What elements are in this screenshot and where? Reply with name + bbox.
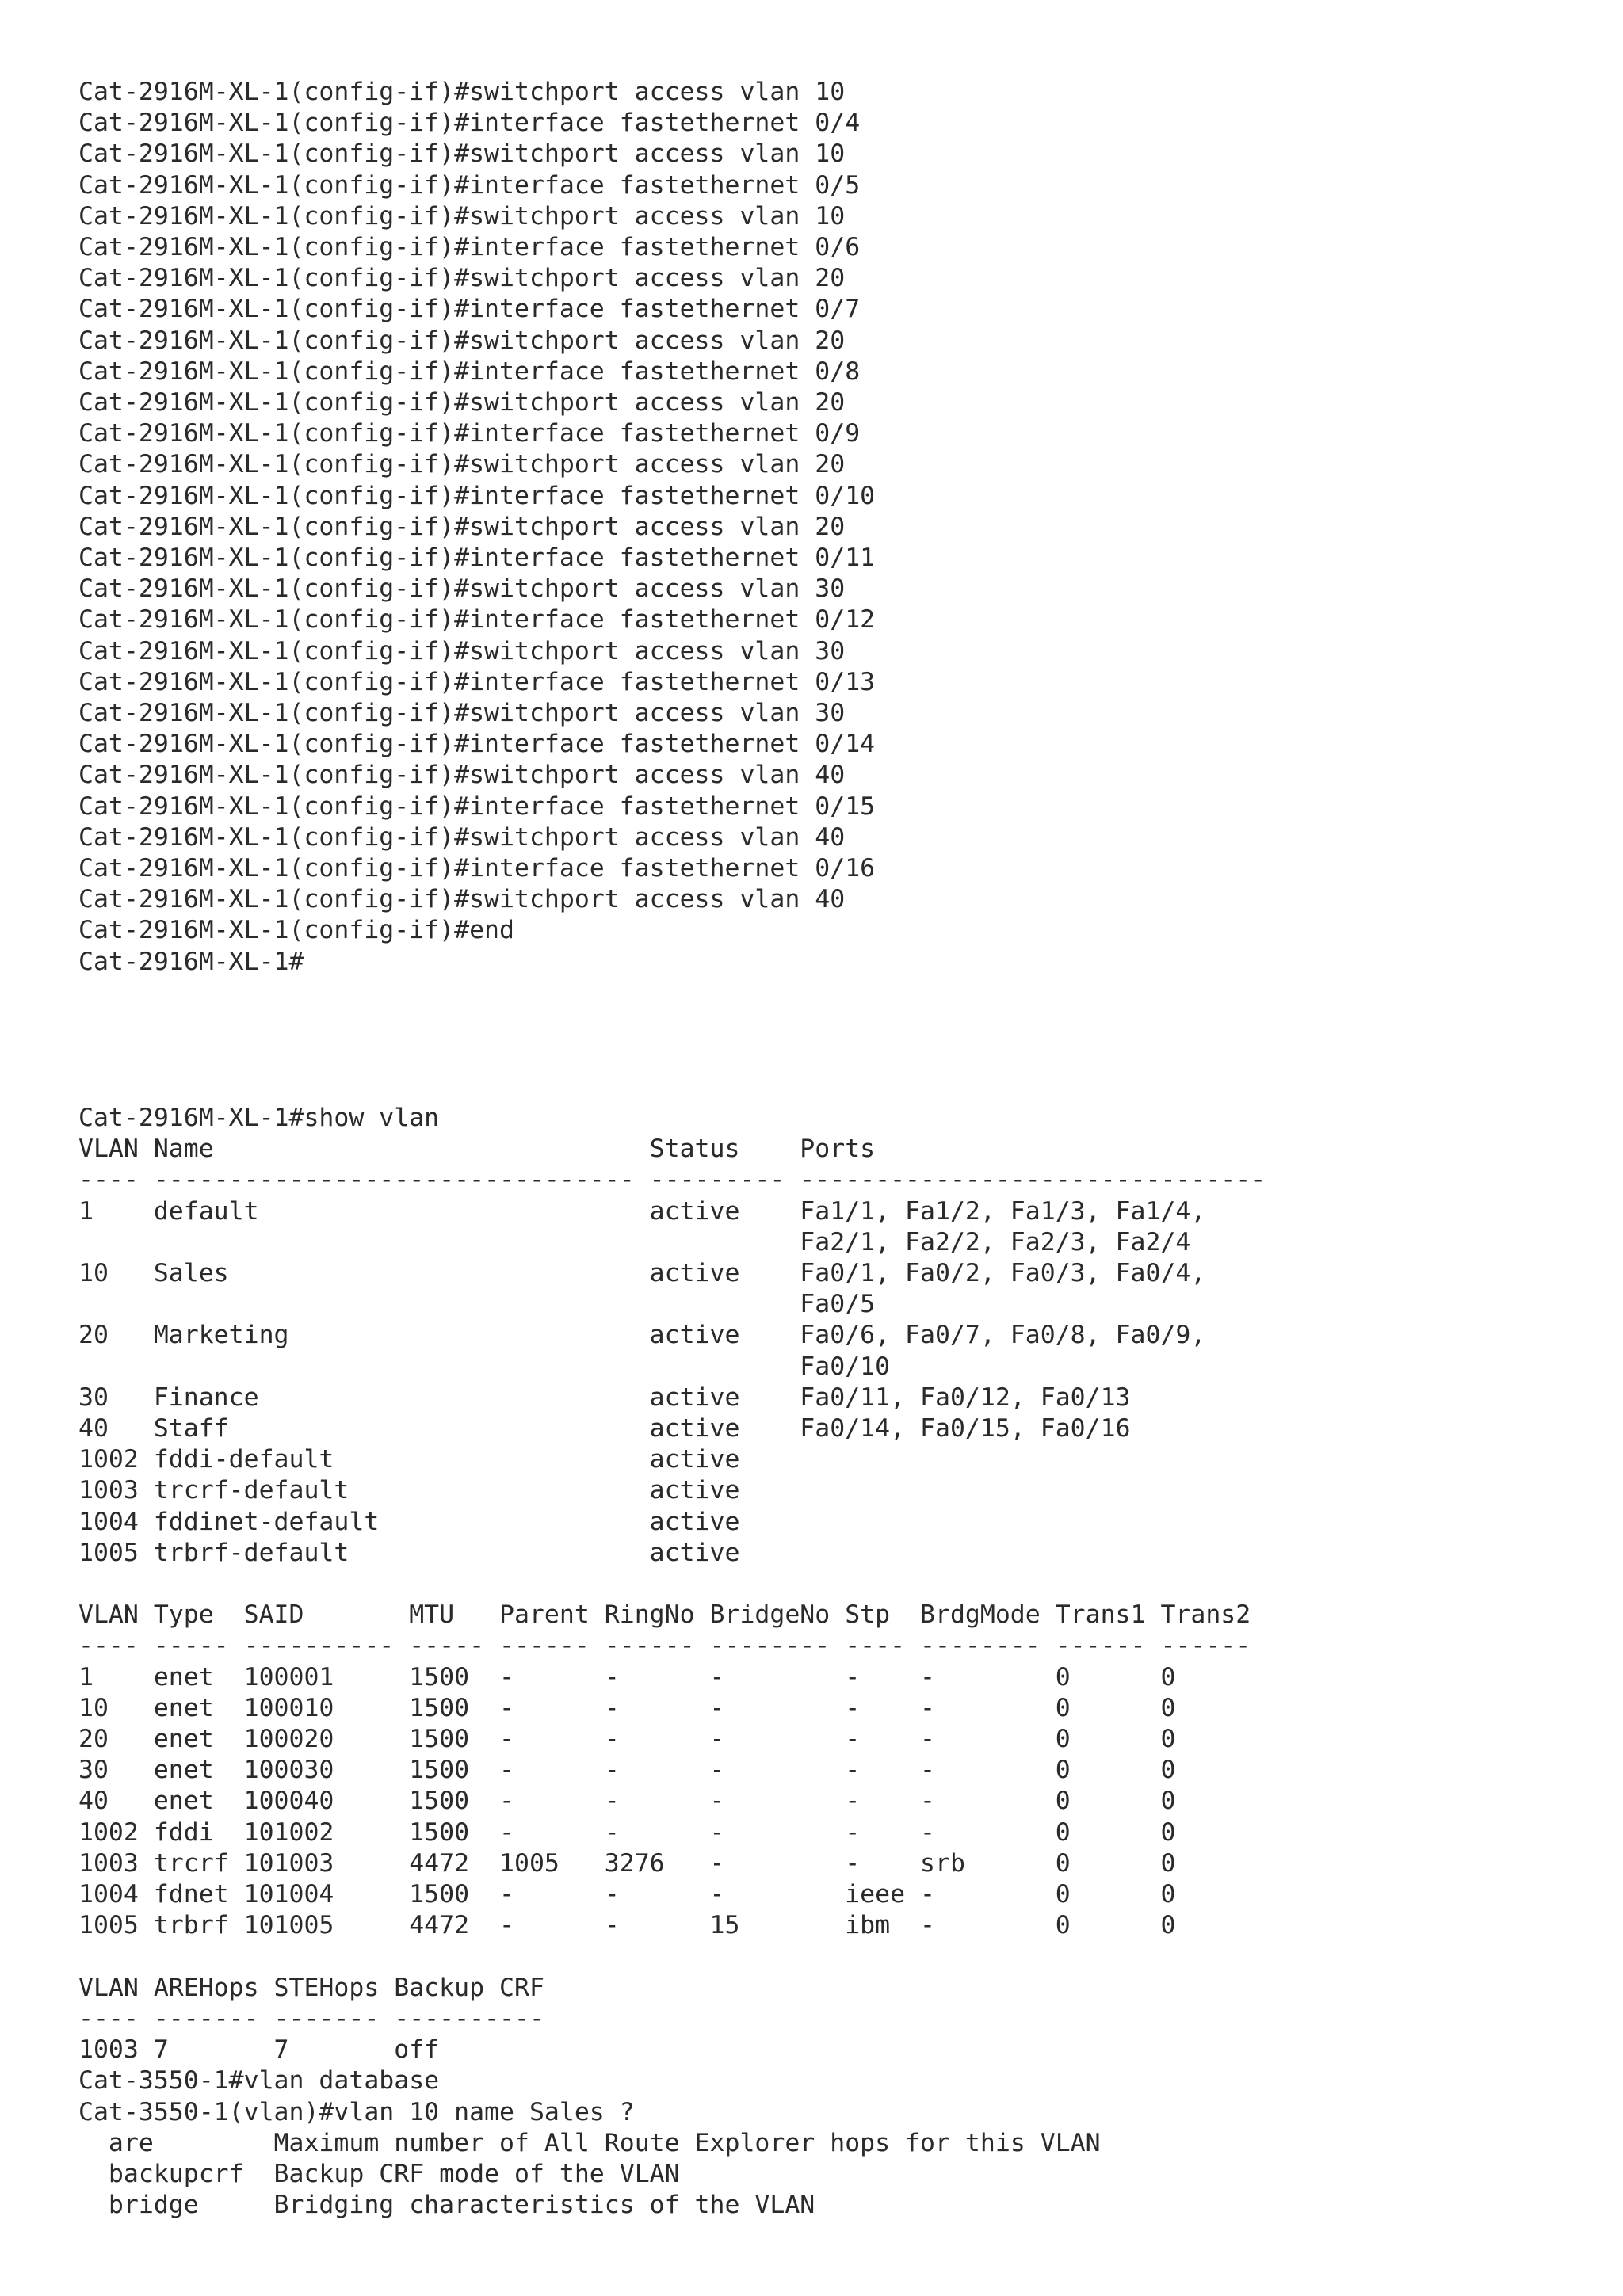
terminal-line: 20 Marketing active Fa0/6, Fa0/7, Fa0/8, Fa0/9, <box>78 1321 1206 1350</box>
terminal-line: Cat-2916M-XL-1(config-if)#end <box>78 916 514 945</box>
terminal-line: Fa0/10 <box>78 1352 891 1381</box>
terminal-line: Cat-2916M-XL-1(config-if)#interface fastethernet 0/9 <box>78 419 861 448</box>
terminal-line: Cat-2916M-XL-1#show vlan <box>78 1104 440 1132</box>
terminal-line: Cat-2916M-XL-1(config-if)#interface fastethernet 0/6 <box>78 233 861 262</box>
terminal-line: 1 enet 100001 1500 - - - - - 0 0 <box>78 1662 1176 1691</box>
terminal-line: 1004 fddinet-default active <box>78 1507 740 1536</box>
terminal-line: Cat-2916M-XL-1(config-if)#switchport access vlan 20 <box>78 512 846 541</box>
terminal-line: 40 Staff active Fa0/14, Fa0/15, Fa0/16 <box>78 1414 1131 1444</box>
terminal-line: Cat-2916M-XL-1(config-if)#interface fastethernet 0/12 <box>78 605 876 635</box>
terminal-line: are Maximum number of All Route Explorer hops for this VLAN <box>78 2128 1101 2157</box>
terminal-line: Fa2/1, Fa2/2, Fa2/3, Fa2/4 <box>78 1227 1191 1257</box>
terminal-line: 1 default active Fa1/1, Fa1/2, Fa1/3, Fa1/4, <box>78 1196 1206 1226</box>
terminal-line: 1005 trbrf 101005 4472 - - 15 ibm - 0 0 <box>78 1911 1176 1940</box>
terminal-line: Cat-3550-1(vlan)#vlan 10 name Sales ? <box>78 2097 635 2126</box>
terminal-line: Cat-2916M-XL-1(config-if)#switchport access vlan 20 <box>78 326 846 355</box>
show-vlan-output <box>78 1103 1266 2221</box>
terminal-line: bridge Bridging characteristics of the VLAN <box>78 2191 815 2220</box>
terminal-line: 1005 trbrf-default active <box>78 1538 740 1567</box>
terminal-line: 1004 fdnet 101004 1500 - - - ieee - 0 0 <box>78 1880 1176 1909</box>
terminal-line: 1002 fddi-default active <box>78 1445 740 1474</box>
terminal-line: ---- -------------------------------- --------- ------------------------------- <box>78 1165 1266 1195</box>
terminal-line: VLAN Type SAID MTU Parent RingNo BridgeNo Stp BrdgMode Trans1 Trans2 <box>78 1600 1251 1630</box>
terminal-line: Cat-2916M-XL-1(config-if)#interface fastethernet 0/14 <box>78 730 876 759</box>
terminal-line: 30 Finance active Fa0/11, Fa0/12, Fa0/13 <box>78 1383 1131 1412</box>
terminal-line: Cat-2916M-XL-1# <box>78 947 304 976</box>
terminal-line: VLAN AREHops STEHops Backup CRF <box>78 1973 544 2002</box>
terminal-line: Cat-2916M-XL-1(config-if)#switchport access vlan 20 <box>78 450 846 479</box>
terminal-line: Cat-2916M-XL-1(config-if)#switchport access vlan 30 <box>78 699 846 728</box>
terminal-line: 40 enet 100040 1500 - - - - - 0 0 <box>78 1787 1176 1816</box>
terminal-line: Cat-2916M-XL-1(config-if)#interface fastethernet 0/7 <box>78 295 861 324</box>
terminal-line: Cat-2916M-XL-1(config-if)#switchport access vlan 40 <box>78 822 846 852</box>
terminal-line: Cat-2916M-XL-1(config-if)#switchport access vlan 20 <box>78 388 846 418</box>
terminal-line: Cat-2916M-XL-1(config-if)#switchport access vlan 30 <box>78 636 846 666</box>
terminal-line: Cat-2916M-XL-1(config-if)#interface fastethernet 0/4 <box>78 109 861 138</box>
terminal-line: Cat-2916M-XL-1(config-if)#switchport access vlan 20 <box>78 264 846 293</box>
config-session-output <box>78 77 875 978</box>
terminal-line: ---- ----- ---------- ----- ------ ------ -------- ---- -------- ------ ------ <box>78 1631 1251 1661</box>
terminal-line: 10 Sales active Fa0/1, Fa0/2, Fa0/3, Fa0/4, <box>78 1259 1206 1288</box>
terminal-line: 1003 7 7 off <box>78 2035 440 2065</box>
terminal-line: 20 enet 100020 1500 - - - - - 0 0 <box>78 1725 1176 1754</box>
terminal-line: Cat-2916M-XL-1(config-if)#interface fastethernet 0/8 <box>78 357 861 386</box>
terminal-line: Cat-2916M-XL-1(config-if)#interface fastethernet 0/13 <box>78 667 876 696</box>
terminal-line: Fa0/5 <box>78 1290 876 1319</box>
terminal-line: 1002 fddi 101002 1500 - - - - - 0 0 <box>78 1817 1176 1847</box>
terminal-line: 1003 trcrf 101003 4472 1005 3276 - - srb 0 0 <box>78 1848 1176 1878</box>
terminal-line: Cat-2916M-XL-1(config-if)#switchport access vlan 40 <box>78 761 846 790</box>
terminal-line: ---- ------- ------- ---------- <box>78 2004 544 2033</box>
terminal-line: Cat-2916M-XL-1(config-if)#switchport access vlan 10 <box>78 201 846 231</box>
terminal-line: Cat-2916M-XL-1(config-if)#switchport access vlan 40 <box>78 885 846 914</box>
terminal-line: Cat-2916M-XL-1(config-if)#switchport access vlan 10 <box>78 78 846 106</box>
terminal-line: VLAN Name Status Ports <box>78 1135 876 1164</box>
terminal-line: Cat-2916M-XL-1(config-if)#switchport access vlan 10 <box>78 139 846 169</box>
terminal-line: 1003 trcrf-default active <box>78 1476 740 1505</box>
terminal-line: Cat-2916M-XL-1(config-if)#interface fastethernet 0/15 <box>78 791 876 821</box>
terminal-line: backupcrf Backup CRF mode of the VLAN <box>78 2159 680 2188</box>
terminal-line: Cat-3550-1#vlan database <box>78 2066 440 2096</box>
terminal-line: Cat-2916M-XL-1(config-if)#interface fastethernet 0/11 <box>78 543 876 573</box>
terminal-line: 10 enet 100010 1500 - - - - - 0 0 <box>78 1693 1176 1722</box>
terminal-line: Cat-2916M-XL-1(config-if)#interface fastethernet 0/5 <box>78 170 861 200</box>
terminal-line: Cat-2916M-XL-1(config-if)#switchport access vlan 30 <box>78 574 846 604</box>
terminal-line: Cat-2916M-XL-1(config-if)#interface fastethernet 0/10 <box>78 481 876 510</box>
terminal-line: 30 enet 100030 1500 - - - - - 0 0 <box>78 1756 1176 1785</box>
terminal-line: Cat-2916M-XL-1(config-if)#interface fastethernet 0/16 <box>78 854 876 883</box>
